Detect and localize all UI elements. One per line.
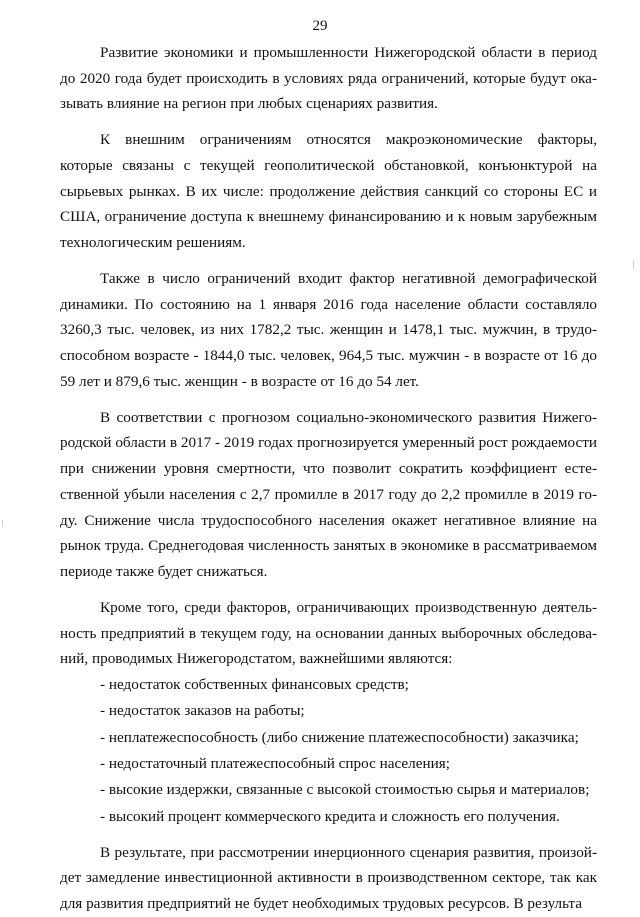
paragraph-external-constraints: К внешним ограничениям относятся макроэкономические факторы, которые связаны с текущей геополитической обстановкой, конъюнктурой на сырьевых рынках. В их числе: продолжение действия санкций со стороны ЕС и США, ограничение доступа к внешнему финансированию и к новым зарубежным технологическим решениям. (60, 131, 597, 252)
paragraph-demographics: Также в число ограничений входит фактор негативной демографической динамики. По состоянию на 1 января 2016 года население области составляло 3260,3 тыс. человек, из них 1782,2 тыс. женщин и 1478,1 тыс. мужчин, в трудоспособном возрасте - 1844,0 тыс. человек, 964,5 тыс. мужчин - в возрасте от 16 до 59 лет и 879,6 тыс. женщин - в возрасте от 16 до 54 лет. (60, 270, 597, 390)
list-item: - высокий процент коммерческого кредита и сложность его получения. (100, 807, 560, 825)
list-item: - недостаток заказов на работы; (100, 702, 305, 720)
paragraph-forecast: В соответствии с прогнозом социально-экономического развития Нижегородской области в 2017 - 2019 годах прогнозируется умеренный рост рождаемости при снижении уровня смертности, что позволит сократить коэффициент естественной убыли населения с 2,7 промилле в 2017 году до 2,2 промилле в 2019 году. Снижение числа трудоспособного населения окажет негативное влияние на рынок труда. Среднегодовая численность занятых в экономике в рассматриваемом периоде также будет снижаться. (60, 408, 598, 580)
paragraph-development-constraints: Развитие экономики и промышленности Нижегородской области в период до 2020 года будет происходить в условиях ряда ограничений, которые будут оказывать влияние на регион при любых сценариях развития. (60, 44, 597, 113)
list-item: - недостаточный платежеспособный спрос населения; (100, 755, 450, 773)
scan-margin-mark (2, 520, 3, 527)
document-body (60, 40, 597, 917)
list-item: - недостаток собственных финансовых средств; (100, 675, 409, 693)
paragraph-inertial-scenario: В результате, при рассмотрении инерционного сценария развития, произойдет замедление инвестиционной активности в производственном секторе, так как для развития предприятий не будет необходимых трудовых ресурсов. В результа (60, 843, 597, 913)
list-item: - неплатежеспособность (либо снижение платежеспособности) заказчика; (100, 728, 579, 746)
scan-margin-mark (633, 260, 634, 269)
list-item: - высокие издержки, связанные с высокой стоимостью сырья и материалов; (100, 781, 590, 799)
limiting-factors-list (60, 672, 597, 830)
paragraph-limiting-factors: Кроме того, среди факторов, ограничивающих производственную деятельность предприятий в текущем году, на основании данных выборочных обследований, проводимых Нижегородстатом, важнейшими являются: (60, 598, 597, 668)
page-number: 29 (312, 18, 328, 34)
